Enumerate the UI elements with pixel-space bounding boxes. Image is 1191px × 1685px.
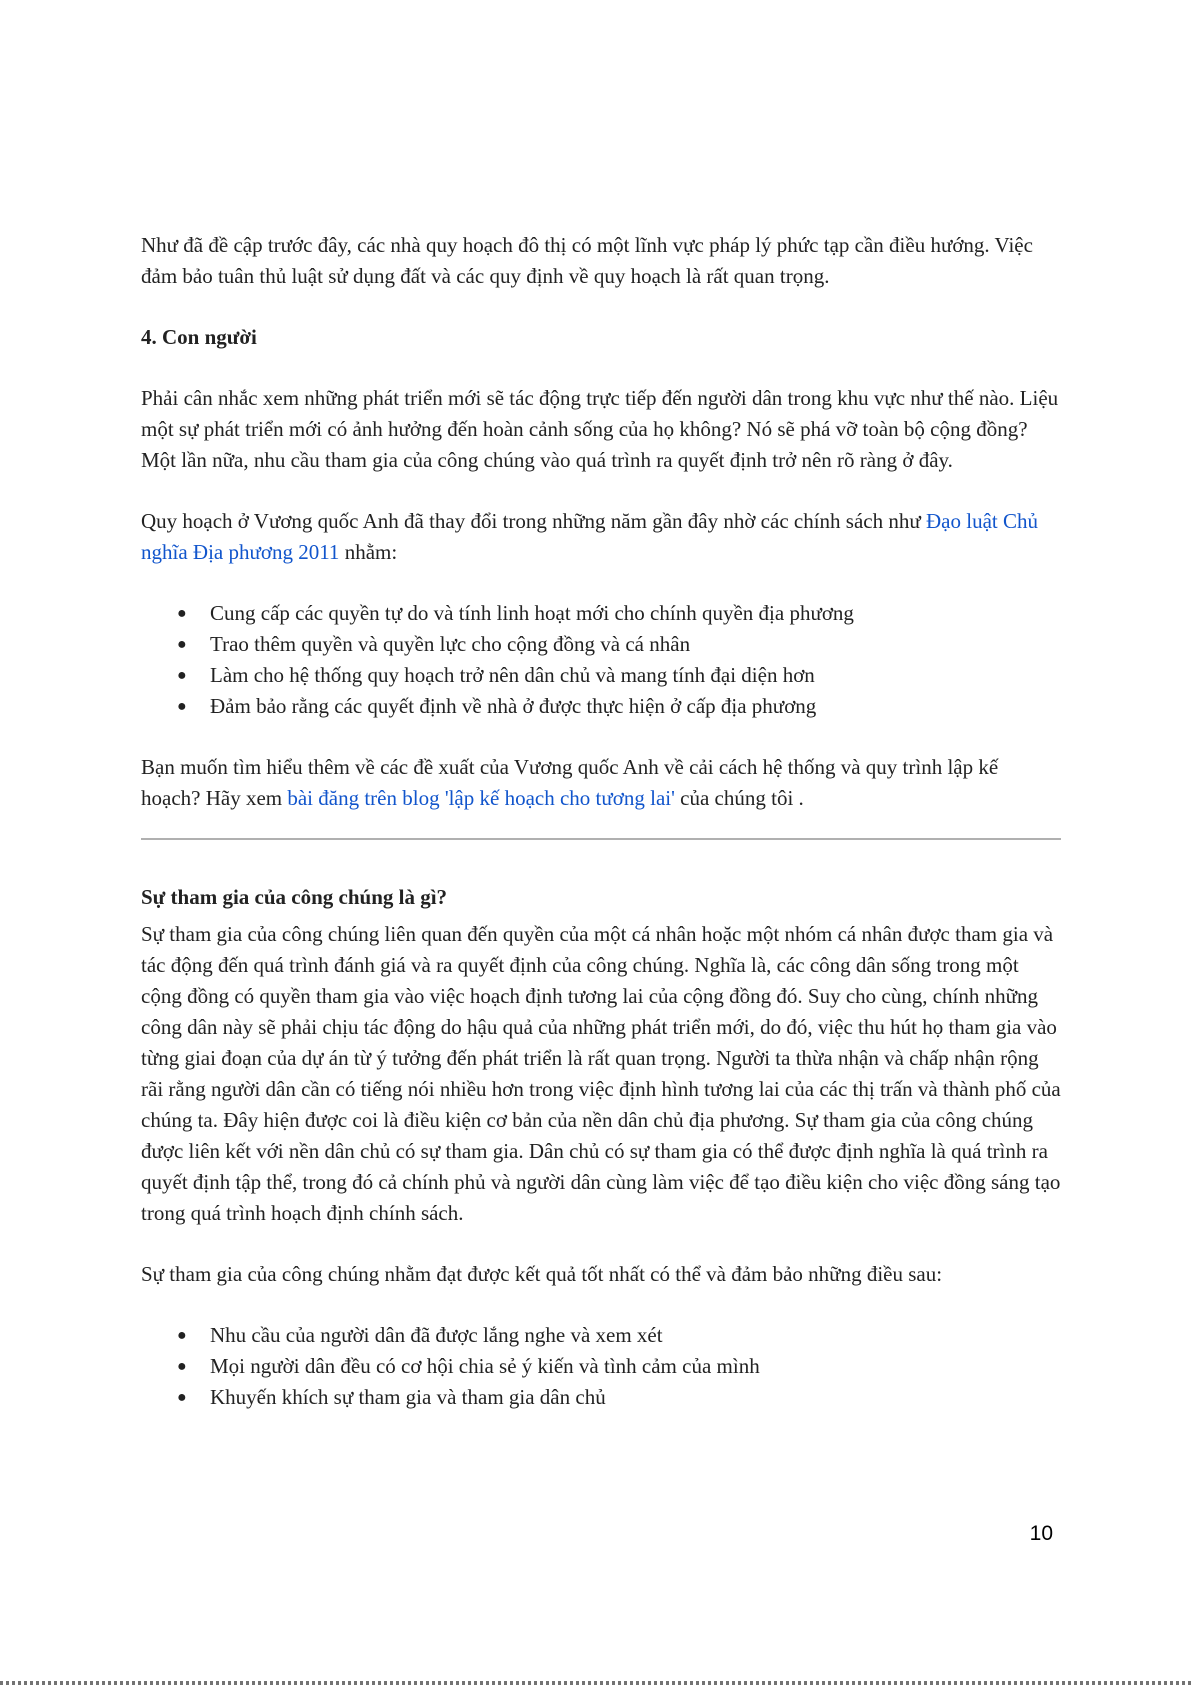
list-item: [141, 660, 1061, 691]
list-item: [141, 629, 1061, 660]
list-item-text: Mọi người dân đều có cơ hội chia sẻ ý kiến và tình cảm của mình: [210, 1354, 760, 1378]
list-item: [141, 1382, 1061, 1413]
localism-act-link[interactable]: Đạo luật Chủ nghĩa Địa phương 2011: [141, 509, 1038, 564]
bullet-icon: ●: [177, 698, 187, 715]
list-item-text: Làm cho hệ thống quy hoạch trở nên dân chủ và mang tính đại diện hơn: [210, 663, 815, 687]
list-item-text: Trao thêm quyền và quyền lực cho cộng đồng và cá nhân: [210, 632, 691, 656]
more-info-suffix: của chúng tôi .: [674, 786, 804, 810]
page-number: 10: [1029, 1522, 1053, 1545]
list-item-text: Khuyến khích sự tham gia và tham gia dân chủ: [210, 1385, 606, 1409]
more-info-paragraph: [141, 752, 1061, 814]
participation-paragraph: Sự tham gia của công chúng liên quan đến quyền của một cá nhân hoặc một nhóm cá nhân được tham gia và tác động đến quá trình đánh giá và ra quyết định của công chúng. Nghĩa là, các công dân sống trong một cộng đồng có quyền tham gia vào việc hoạch định tương lai của cộng đồng đó. Suy cho cùng, chính những công dân này sẽ phải chịu tác động do hậu quả của những phát triển mới, do đó, việc thu hút họ tham gia vào từng giai đoạn của dự án từ ý tưởng đến phát triển là rất quan trọng. Người ta thừa nhận và chấp nhận rộng rãi rằng người dân cần có tiếng nói nhiều hơn trong việc định hình tương lai của các thị trấn và thành phố của chúng ta. Đây hiện được coi là điều kiện cơ bản của nền dân chủ địa phương. Sự tham gia của công chúng được liên kết với nền dân chủ có sự tham gia. Dân chủ có sự tham gia có thể được định nghĩa là quá trình ra quyết định tập thể, trong đó cả chính phủ và người dân cùng làm việc để tạo điều kiện cho việc đồng sáng tạo trong quá trình hoạch định chính sách.: [141, 922, 1061, 1225]
participation-aims-paragraph: Sự tham gia của công chúng nhằm đạt được kết quả tốt nhất có thể và đảm bảo những điều sau:: [141, 1262, 943, 1286]
uk-planning-suffix: nhằm:: [339, 540, 398, 564]
participation-bullet-list: [141, 1320, 1061, 1413]
list-item: [141, 691, 1061, 722]
blog-post-link[interactable]: bài đăng trên blog 'lập kế hoạch cho tương lai': [287, 786, 675, 810]
localism-bullet-list: [141, 598, 1061, 722]
bullet-icon: ●: [177, 636, 187, 653]
section-heading-public-participation: Sự tham gia của công chúng là gì?: [141, 885, 448, 909]
list-item-text: Đảm bảo rằng các quyết định về nhà ở được thực hiện ở cấp địa phương: [210, 694, 817, 718]
horizontal-divider: [141, 838, 1061, 840]
list-item: [141, 598, 1061, 629]
page-bottom-edge: [0, 1681, 1191, 1685]
intro-paragraph: Như đã đề cập trước đây, các nhà quy hoạch đô thị có một lĩnh vực pháp lý phức tạp cần điều hướng. Việc đảm bảo tuân thủ luật sử dụng đất và các quy định về quy hoạch là rất quan trọng.: [141, 233, 1033, 288]
uk-planning-paragraph: [141, 506, 1061, 568]
list-item: [141, 1351, 1061, 1382]
bullet-icon: ●: [177, 1327, 187, 1344]
bullet-icon: ●: [177, 667, 187, 684]
bullet-icon: ●: [177, 605, 187, 622]
list-item-text: Cung cấp các quyền tự do và tính linh hoạt mới cho chính quyền địa phương: [210, 601, 854, 625]
bullet-icon: ●: [177, 1389, 187, 1406]
people-paragraph: Phải cân nhắc xem những phát triển mới sẽ tác động trực tiếp đến người dân trong khu vực như thế nào. Liệu một sự phát triển mới có ảnh hưởng đến hoàn cảnh sống của họ không? Nó sẽ phá vỡ toàn bộ cộng đồng? Một lần nữa, nhu cầu tham gia của công chúng vào quá trình ra quyết định trở nên rõ ràng ở đây.: [141, 386, 1059, 472]
list-item: [141, 1320, 1061, 1351]
list-item-text: Nhu cầu của người dân đã được lắng nghe và xem xét: [210, 1323, 663, 1347]
more-info-text: Bạn muốn tìm hiểu thêm về các đề xuất của Vương quốc Anh về cải cách hệ thống và quy trình lập kế hoạch? Hãy xem: [141, 755, 999, 810]
uk-planning-text: Quy hoạch ở Vương quốc Anh đã thay đổi trong những năm gần đây nhờ các chính sách như: [141, 509, 926, 533]
section-heading-people: 4. Con người: [141, 325, 257, 349]
page-content: [141, 230, 1061, 1443]
bullet-icon: ●: [177, 1358, 187, 1375]
